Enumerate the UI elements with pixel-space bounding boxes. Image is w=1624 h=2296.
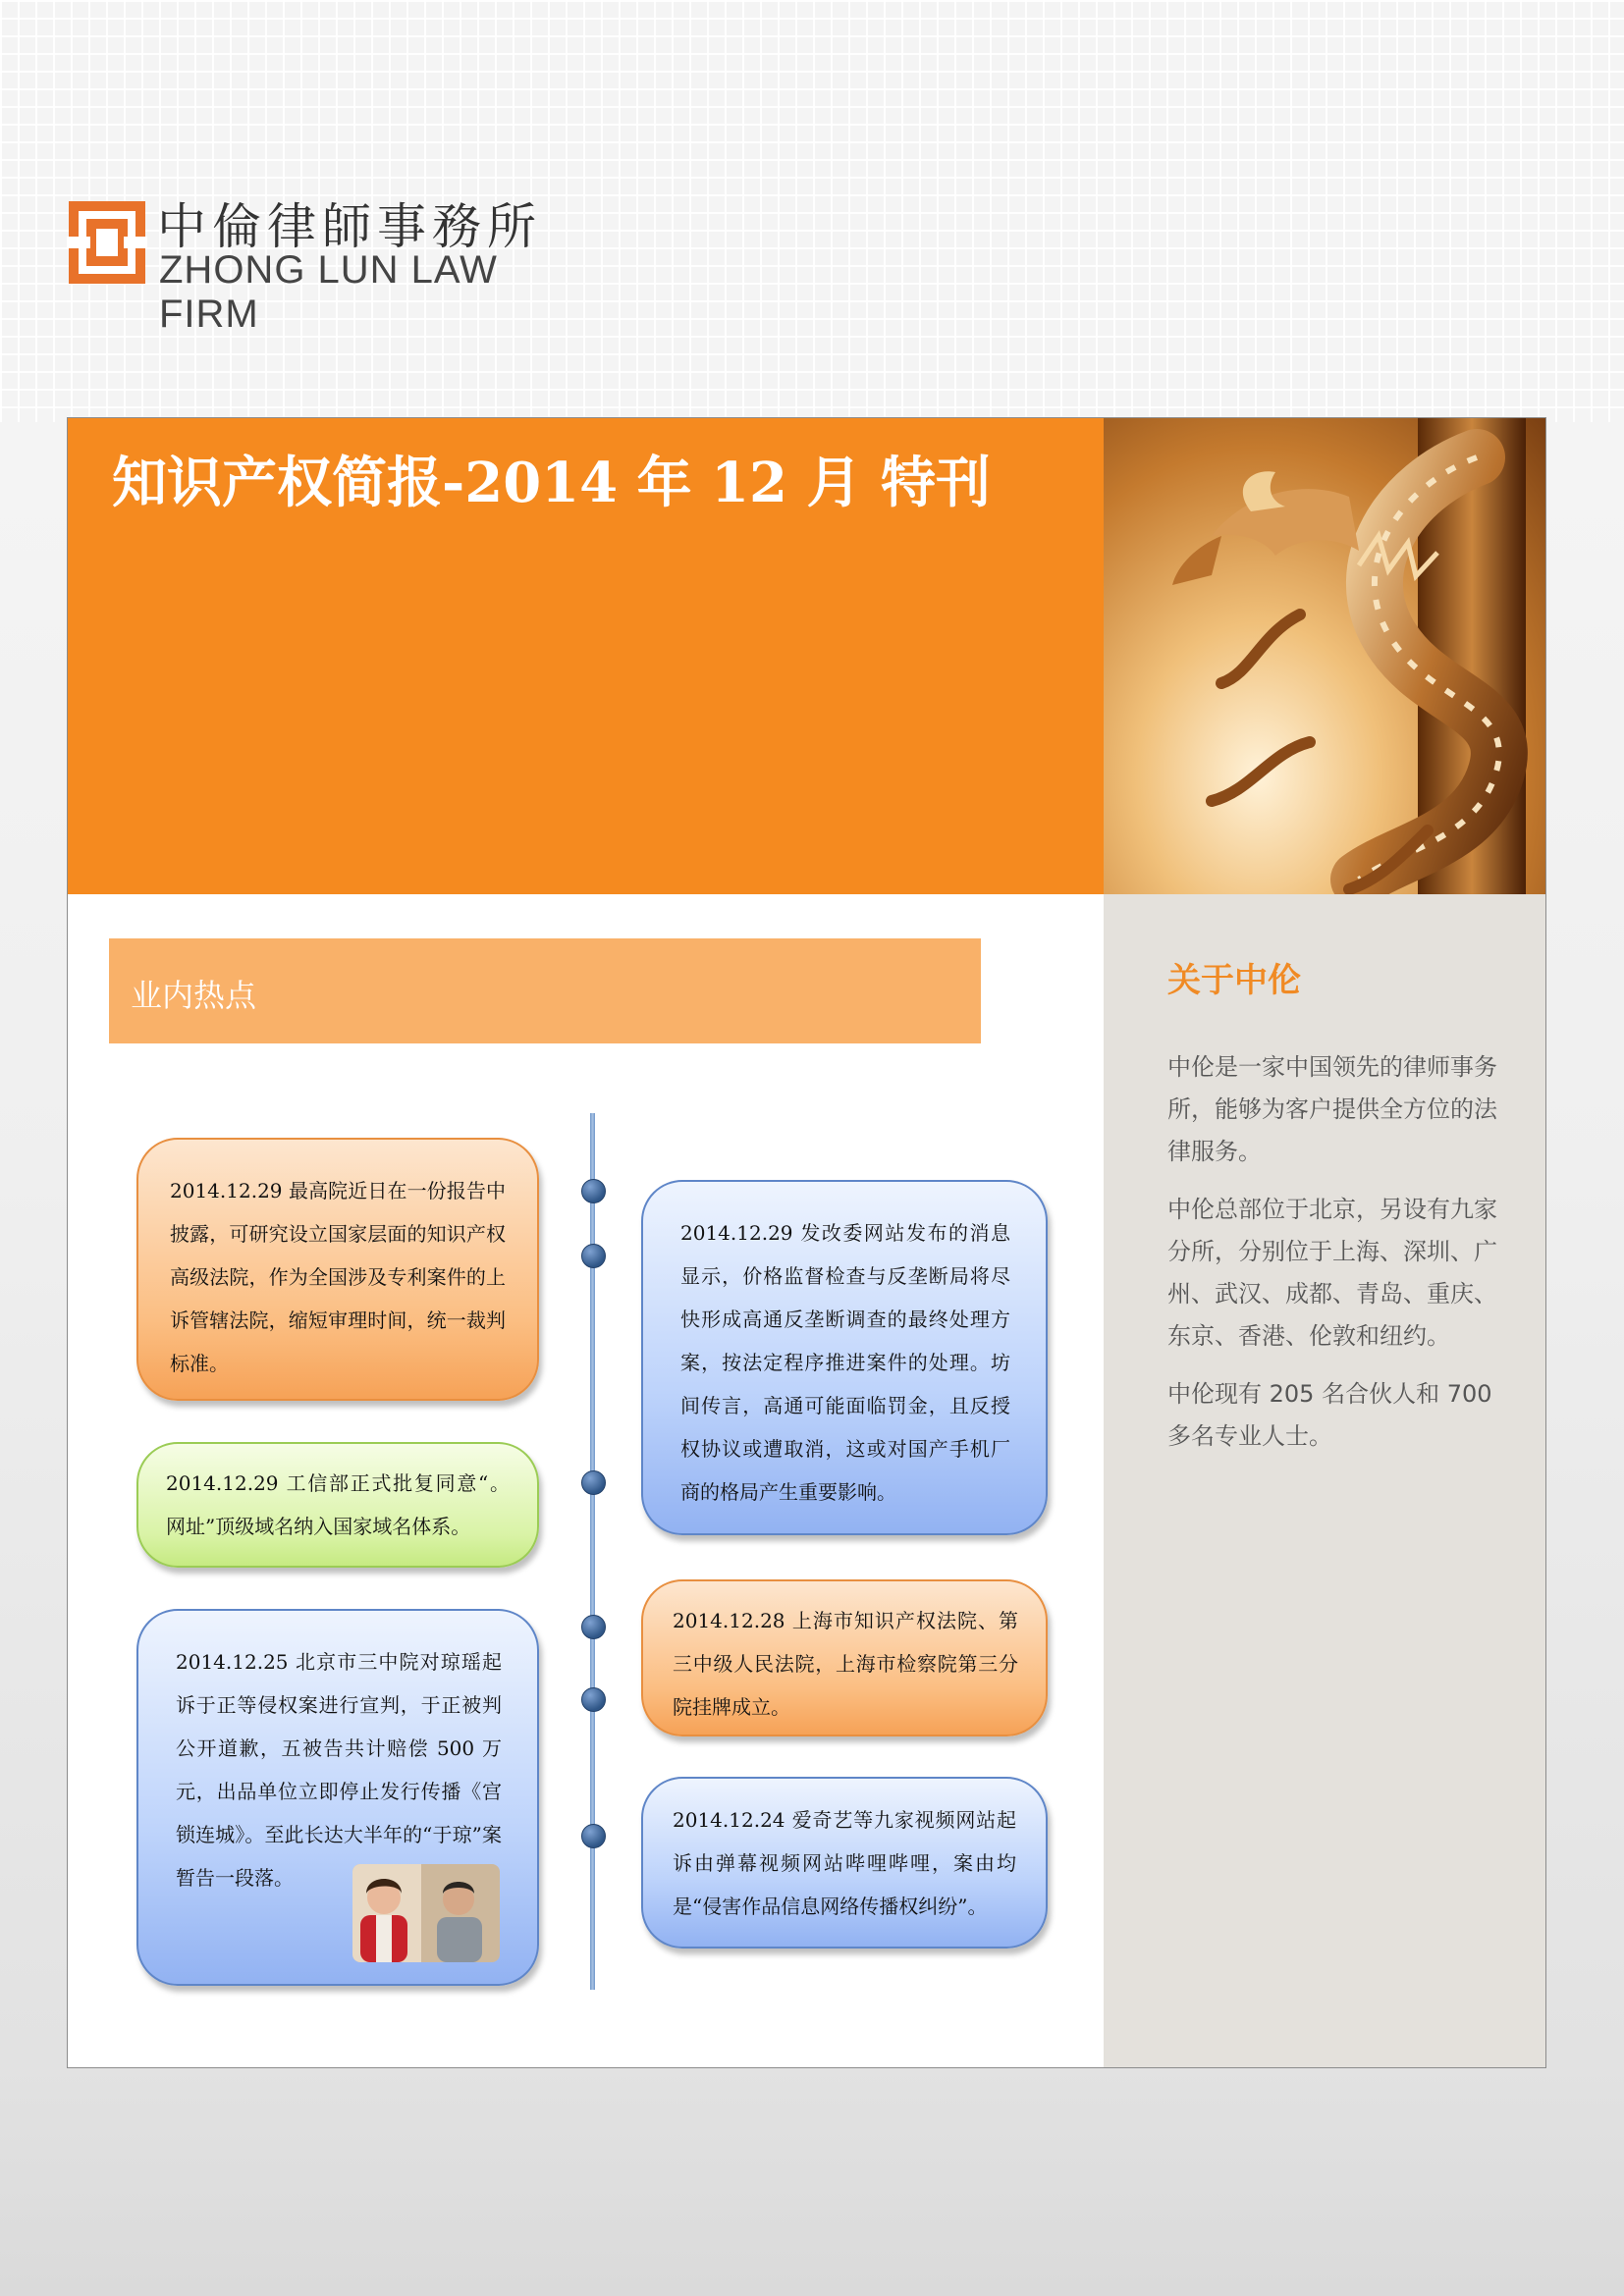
timeline-dot [581,1687,606,1712]
firm-name-chinese: 中倫律師事務所 [157,198,542,255]
section-header-bar [109,938,981,1043]
about-paragraph: 中伦总部位于北京，另设有九家分所，分别位于上海、深圳、广州、武汉、成都、青岛、重庆、东京、香港、伦敦和纽约。 [1167,1196,1497,1350]
dragon-illustration [1104,418,1545,894]
timeline-dot [581,1824,606,1848]
newsletter-title: 知识产权简报-2014 年 12 月 特刊 [112,451,992,515]
about-paragraph: 中伦是一家中国领先的律师事务所，能够为客户提供全方位的法律服务。 [1167,1053,1497,1165]
news-text: 2014.12.25 北京市三中院对琼瑶起诉于正等侵权案进行宣判，于正被判公开道歉，五被告共计赔偿 500 万元，出品单位立即停止发行传播《宫锁连城》。至此长达大半年的“于琼”案暂告一段落。 [176,1650,502,1890]
news-text: 2014.12.29 工信部正式批复同意“。网址”顶级域名纳入国家域名体系。 [166,1471,510,1538]
timeline-dot [581,1470,606,1495]
about-title: 关于中伦 [1167,961,1301,1000]
firm-logo [67,191,577,336]
timeline-dot [581,1244,606,1268]
about-sidebar [1104,894,1545,2067]
news-photo [352,1864,500,1962]
news-text: 2014.12.28 上海市知识产权法院、第三中级人民法院，上海市检察院第三分院挂牌成立。 [673,1609,1018,1719]
dragon-image [1104,418,1545,894]
firm-logo-icon [67,199,147,286]
title-banner [68,418,1104,894]
section-header-label: 业内热点 [131,977,257,1014]
news-card [641,1579,1048,1736]
news-card [641,1777,1048,1949]
news-card [136,1138,539,1401]
firm-name-english: ZHONG LUN LAW FIRM [159,248,498,336]
newsletter-page [67,417,1546,2068]
about-paragraph: 中伦现有 205 名合伙人和 700 多名专业人士。 [1167,1380,1492,1450]
timeline-dot [581,1179,606,1203]
news-text: 2014.12.29 最高院近日在一份报告中披露，可研究设立国家层面的知识产权高级法院，作为全国涉及专利案件的上诉管辖法院，缩短审理时间，统一裁判标准。 [170,1179,506,1375]
news-card [136,1609,539,1986]
news-card [136,1442,539,1568]
news-text: 2014.12.24 爱奇艺等九家视频网站起诉由弹幕视频网站哔哩哔哩，案由均是“侵害作品信息网络传播权纠纷”。 [673,1808,1016,1918]
news-card [641,1180,1048,1535]
timeline-dot [581,1615,606,1639]
news-text: 2014.12.29 发改委网站发布的消息显示，价格监督检查与反垄断局将尽快形成高通反垄断调查的最终处理方案，按法定程序推进案件的处理。坊间传言，高通可能面临罚金，且反授权协议或遭取消，这或对国产手机厂商的格局产生重要影响。 [680,1221,1010,1504]
